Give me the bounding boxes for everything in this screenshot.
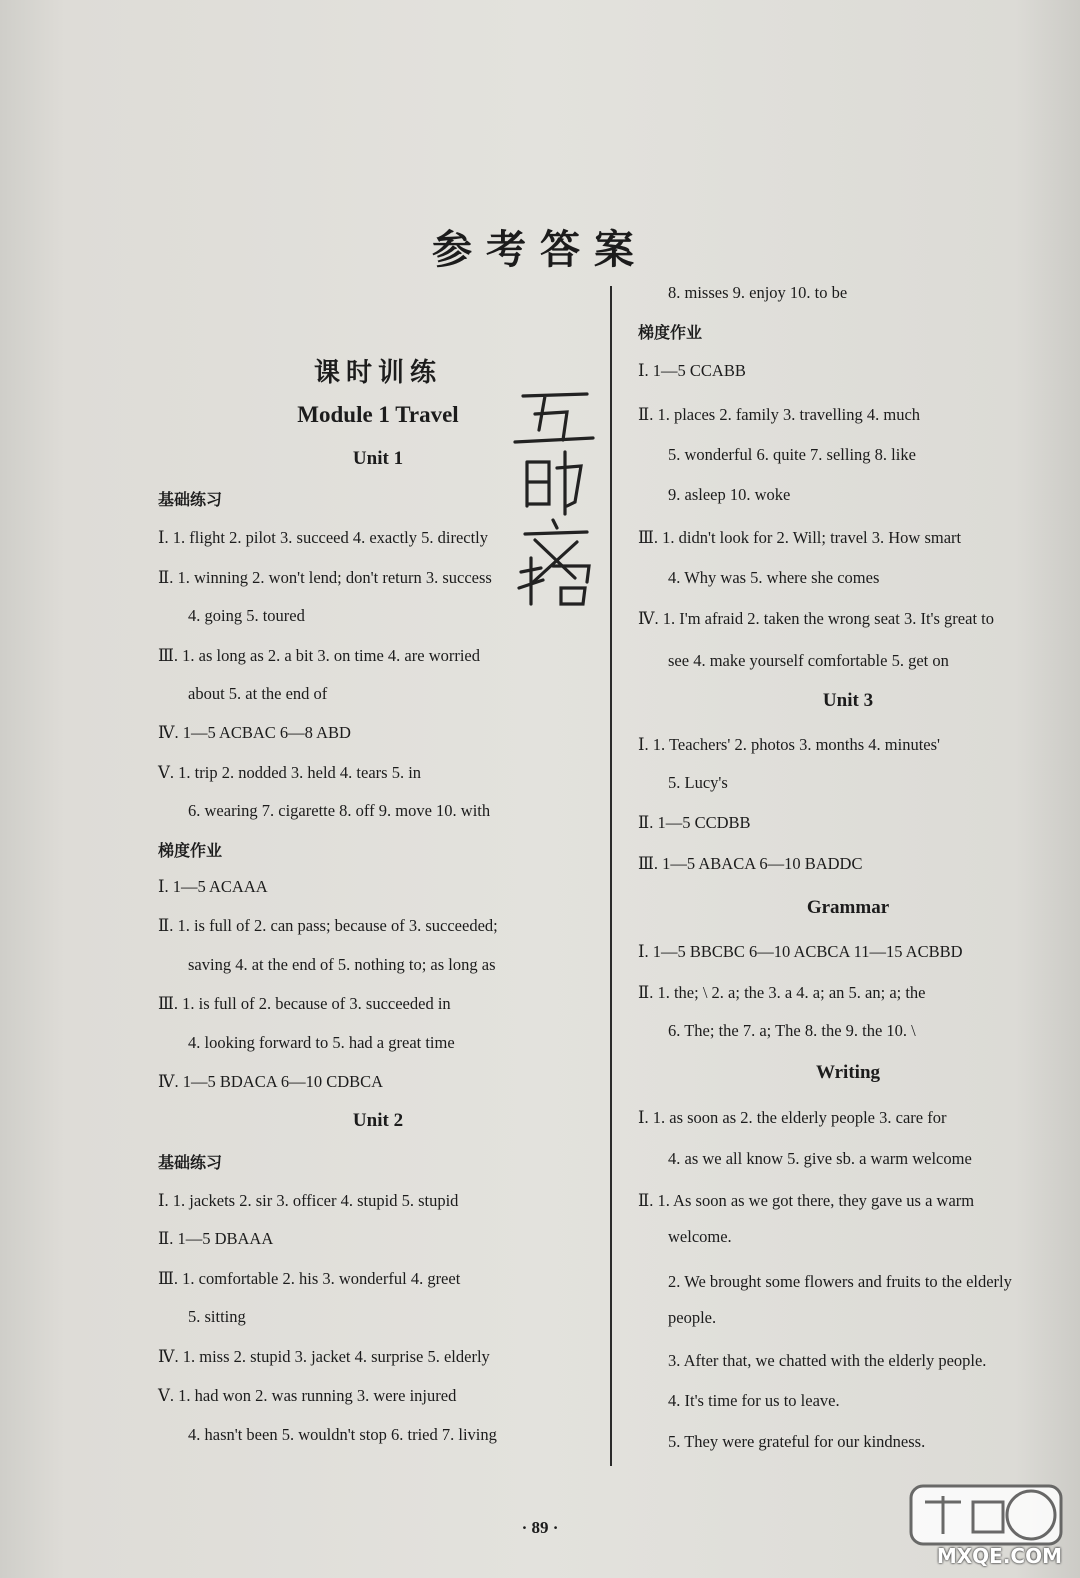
answer-line: 3. After that, we chatted with the elderly people.	[668, 1351, 987, 1370]
exercise-type-label: 基础练习	[158, 490, 223, 509]
column-divider	[610, 286, 612, 1466]
answer-line: Ⅳ. 1—5 BDACA 6—10 CDBCA	[158, 1072, 384, 1091]
exercise-type-label: 梯度作业	[158, 841, 223, 860]
answer-line: 5. They were grateful for our kindness.	[668, 1432, 926, 1451]
unit-heading: Unit 3	[822, 690, 874, 711]
answer-line: Ⅱ. 1. winning 2. won't lend; don't return 3. success	[158, 568, 492, 587]
exercise-type-label: 基础练习	[158, 1153, 223, 1172]
answer-line: 4. looking forward to 5. had a great time	[188, 1033, 455, 1052]
unit-heading: Unit 1	[352, 448, 404, 469]
answer-line: 4. as we all know 5. give sb. a warm welcome	[668, 1149, 972, 1168]
answer-line: 4. It's time for us to leave.	[668, 1391, 840, 1410]
handwritten-annotation-graphic	[505, 382, 605, 612]
answer-line: Ⅰ. 1. Teachers' 2. photos 3. months 4. minutes'	[638, 735, 941, 754]
answer-line: Ⅰ. 1. as soon as 2. the elderly people 3. care for	[638, 1108, 947, 1127]
answer-line: Ⅲ. 1. as long as 2. a bit 3. on time 4. are worried	[158, 646, 481, 665]
answer-line: Ⅲ. 1. comfortable 2. his 3. wonderful 4. greet	[158, 1269, 461, 1288]
answer-line: 2. We brought some flowers and fruits to the elderly	[668, 1272, 1012, 1291]
answer-line: about 5. at the end of	[188, 684, 328, 703]
answer-line: welcome.	[668, 1227, 732, 1246]
answer-line: Ⅱ. 1. is full of 2. can pass; because of 3. succeeded;	[158, 916, 498, 935]
answer-line: Ⅴ. 1. trip 2. nodded 3. held 4. tears 5. in	[158, 763, 422, 782]
answer-line: Ⅳ. 1. miss 2. stupid 3. jacket 4. surprise 5. elderly	[158, 1347, 490, 1366]
answer-line: Ⅱ. 1. places 2. family 3. travelling 4. much	[638, 405, 921, 424]
answer-line: Ⅱ. 1. the; \ 2. a; the 3. a 4. a; an 5. an; a; the	[638, 983, 926, 1002]
answer-line: saving 4. at the end of 5. nothing to; as long as	[188, 955, 496, 974]
watermark-url: MXQE.COM	[936, 1544, 1062, 1568]
section-heading: 课时训练	[313, 358, 442, 388]
unit-heading: Writing	[815, 1062, 881, 1083]
answer-line: Ⅱ. 1—5 DBAAA	[158, 1229, 274, 1248]
answer-line: Ⅱ. 1. As soon as we got there, they gave us a warm	[638, 1191, 975, 1210]
answer-line: Ⅰ. 1—5 ACAAA	[158, 877, 268, 896]
page-number: · 89 ·	[521, 1518, 559, 1537]
answer-line: Ⅲ. 1. is full of 2. because of 3. succeeded in	[158, 994, 451, 1013]
answer-line: Ⅳ. 1. I'm afraid 2. taken the wrong seat 3. It's great to	[638, 609, 994, 628]
answer-line: Ⅰ. 1—5 CCABB	[638, 361, 746, 380]
exercise-type-label: 梯度作业	[638, 323, 703, 342]
answer-line: 5. wonderful 6. quite 7. selling 8. like	[668, 445, 916, 464]
answer-line: 4. hasn't been 5. wouldn't stop 6. tried 7. living	[188, 1425, 497, 1444]
answer-line: 4. going 5. toured	[188, 606, 305, 625]
answer-line: Ⅳ. 1—5 ACBAC 6—8 ABD	[158, 723, 351, 742]
answer-line: 5. Lucy's	[668, 773, 728, 792]
answer-line: Ⅱ. 1—5 CCDBB	[638, 813, 751, 832]
answer-line: Ⅲ. 1. didn't look for 2. Will; travel 3. How smart	[638, 528, 962, 547]
unit-heading: Unit 2	[352, 1110, 404, 1131]
answer-line: 6. The; the 7. a; The 8. the 9. the 10. \	[668, 1021, 916, 1040]
answer-line: 6. wearing 7. cigarette 8. off 9. move 10. with	[188, 801, 491, 820]
answer-line: Ⅴ. 1. had won 2. was running 3. were injured	[158, 1386, 457, 1405]
answer-line: Ⅰ. 1. flight 2. pilot 3. succeed 4. exactly 5. directly	[158, 528, 489, 547]
answer-line: 8. misses 9. enjoy 10. to be	[668, 283, 848, 302]
answer-line: Ⅰ. 1. jackets 2. sir 3. officer 4. stupid 5. stupid	[158, 1191, 459, 1210]
answer-line: 5. sitting	[188, 1307, 246, 1326]
answer-line: people.	[668, 1308, 717, 1327]
answer-line: Ⅰ. 1—5 BBCBC 6—10 ACBCA 11—15 ACBBD	[638, 942, 963, 961]
page-title: 参考答案	[432, 227, 648, 273]
module-heading: Module 1 Travel	[297, 402, 459, 427]
unit-heading: Grammar	[806, 897, 890, 918]
answer-line: Ⅲ. 1—5 ABACA 6—10 BADDC	[638, 854, 863, 873]
answer-line: 4. Why was 5. where she comes	[668, 568, 880, 587]
answer-line: 9. asleep 10. woke	[668, 485, 791, 504]
answer-line: see 4. make yourself comfortable 5. get on	[668, 651, 949, 670]
